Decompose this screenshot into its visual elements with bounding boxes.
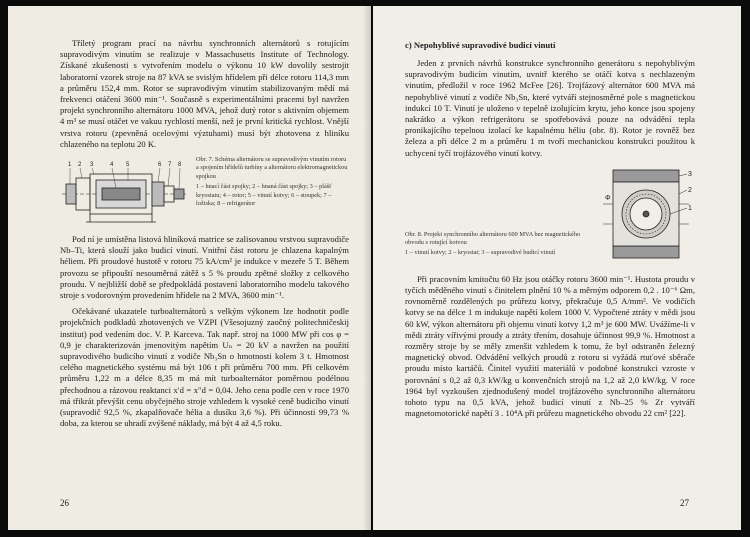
fig7-label-8: 8 bbox=[178, 162, 182, 169]
figure-8-diagram bbox=[603, 164, 695, 264]
figure-8-caption-block bbox=[405, 231, 593, 264]
figure-8-row bbox=[405, 164, 695, 264]
fig8-label-3: 3 bbox=[688, 170, 692, 178]
right-paragraph-1: Jeden z prvních návrhů konstrukce synchronního generátoru s nepohyblivým supravodivým budicím vinutím, uvnitř kterého se otáčí kotva s nechlazeným vinutím, předložil v roce 1962 McFee [26]. Trojfázový alternátor 600 MVA má nepohyblivé vinutí z vodiče Nb₃Sn, které vytváří stejnosměrné pole s magnetickou indukcí 10 T. Vinutí je uloženo v tepelně izolujícím krytu, jeho konce jsou spojeny nakrátko a výkon refrigerátoru se spotřebovává pouze na odvádění tepla pronikajícího tepelnou izolací ke kapalnému héliu (obr. 8). Rotor je rovněž bez železa a při délce 2 m a průměru 1 m tvoří mechanickou konstrukci použitou k uchycení tyčí trojfázového vinutí kotvy. bbox=[405, 58, 695, 158]
section-heading: c) Nepohyblivé supravodivé budicí vinutí bbox=[405, 40, 556, 50]
left-paragraph-1: Tříletý program prací na návrhu synchronních alternátorů s rotujícím supravodivým vinutím se realizuje v Massachusetts Institute of Technology. Získané zkušenosti s vytvořením modelu o výkonu 10 kW dovolily sestrojit laboratorní vzorek stroje na 87 kVA se svislým hřídelem při délce rotoru 114,3 mm a průměru 152,4 mm. Rotor se supravodivým vinutím stabilizovaným mědí má frekvenci otáčení 3600 min⁻¹. Současně s experimentálními pracemi byl navržen projekt synchronního alternátoru 1000 MVA, jehož dutý rotor s aktivním objemem 4 m³ se musí otáčet ve vakuu rychlostí menší, než je první kritická rychlost. Vnější vrstva rotoru (zpevněná ocelovými výztuhami) musí být zhotovena z hliníku chlazeného na teplotu 20 K. bbox=[60, 38, 349, 149]
left-page bbox=[8, 6, 371, 530]
fig7-label-3: 3 bbox=[90, 162, 94, 169]
page-number-left: 26 bbox=[60, 498, 69, 508]
page-number-right: 27 bbox=[680, 498, 689, 508]
figure-7-diagram bbox=[60, 156, 188, 226]
fig7-label-7: 7 bbox=[168, 162, 172, 169]
fig7-label-2: 2 bbox=[78, 162, 82, 169]
figure-8-legend: 1 – vinutí kotvy; 2 – kryostat; 3 – supravodivé budicí vinutí bbox=[405, 249, 556, 257]
fig8-label-phi: Φ bbox=[605, 194, 611, 202]
fig7-label-5: 5 bbox=[126, 162, 130, 169]
fig8-label-1: 1 bbox=[688, 204, 692, 212]
figure-7-caption-block bbox=[196, 156, 349, 226]
fig8-label-2: 2 bbox=[688, 186, 692, 194]
fig7-label-6: 6 bbox=[158, 162, 162, 169]
fig7-label-4: 4 bbox=[110, 162, 114, 169]
figure-7-row bbox=[60, 156, 349, 226]
figure-8-caption: Obr. 8. Projekt synchronního alternátoru 600 MVA bez magnetického obvodu s rotující kotvou bbox=[405, 230, 581, 247]
left-paragraph-2: Pod ní je umístěna listová hliníková matrice se zalisovanou vrstvou supravodiče Nb–Ti, která slouží jako budicí vinutí. Vnitřní část rotoru je chlazena kapalným héliem. Při proudové hustotě v rotoru 75 kA/cm² je indukce v mezeře 5 T. Během provozu se připouští nesouměrná zátěž s 5 % proudu zpětné složky z celkového proudu. V nejbližší době se předpokládá postavení laboratorního modelu takového stroje s vodorovným provedením hřídele na 2 MVA, 3600 min⁻¹. bbox=[60, 234, 349, 301]
right-page bbox=[373, 6, 741, 530]
figure-7-caption: Obr. 7. Schéma alternátoru se supravodivým vinutím rotoru a spojením hřídelů turbíny a alternátoru elektromagnetickou spojkou bbox=[196, 156, 348, 180]
left-paragraph-3: Očekávané ukazatele turboalternátorů s velkým výkonem lze hodnotit podle projekčních podkladů zhotovených ve VZPI (Všesojuzný zaočný politechničeskij institut) pod vedením doc. V. P. Karceva. Tak např. stroj na 1000 MW při cos φ = 0,9 je charakterizován jmenovitým napětím Uₙ = 20 kV a navržen na použití supravodivého budicího vinutí z vodiče Nb₃Sn o hmotnosti kolem 3 t. Hmotnost celého magnetického systému má být 106 t při průměru 700 mm. Při celkovém průměru 1,22 m a délce 8,35 m má mít turboalternátor poměrnou podélnou přechodnou a rázovou reaktanci x′d = x″d = 0,04. Jeho cena podle cen v roce 1970 má třikrát převýšit cenu obyčejného stroje vzhledem k vysoké ceně budicího vinutí (supravodič 92,5 %, zkapalňovače hélia a dusíku 3,6 %). Při účinnosti 99,73 % doba, za kterou se uhradí zvýšené náklady, má být 4 až 4,5 roku. bbox=[60, 306, 349, 429]
figure-7-legend: 1 – hnací část spojky; 2 – hnaná část spojky; 3 – plášť kryostatu; 4 – rotor; 5 – vinutí kotvy; 6 – stoupek; 7 – ložiska; 8 – refrigerátor bbox=[196, 183, 332, 208]
right-paragraph-2: Při pracovním kmitočtu 60 Hz jsou otáčky rotoru 3600 min⁻¹. Hustota proudu v tyčích měděného vinutí s činitelem plnění 10 % a měrným odporem 0,2 . 10⁻⁶ Ωm, rovnoměrně rozdělených po průřezu kotvy, překračuje 0,5 A/mm². Ve vodičích kotvy se na délce 1 m indukuje napětí kolem 1000 V. Vypočtené ztráty v mědi jsou 60 kW, výkon alternátoru při objemu vinutí kotvy 1,2 m³ je 600 MW. Uvážíme-li v mědi ztráty vířivými proudy a ztráty třením, dosahuje účinnost 99,9 %. Hmotnost a rozměry stroje by se měly zmenšit vzhledem k tomu, že byl odstraněn železný magnetický obvod. Odvádění velkých proudů z rotoru si vyžádá rtuťové sběrače proudu místo kartáčů. Činitel využití materiálů v podobné konstrukci vzroste v porovnání s 0,2 až 0,3 kW/kg u konvenčních strojů na 1,2 až 2,0 kW/kg. V roce 1964 byl vyzkoušen zjednodušený model trojfázového synchronního alternátoru tohoto typu na 0,5 kVA, jehož budicí vinutí z Nb–25 % Zr vytváří magnetomotorické napětí 3 . 10⁴A při průřezu magnetického obvodu 22 cm² [22]. bbox=[405, 273, 695, 419]
fig7-label-1: 1 bbox=[68, 162, 72, 169]
